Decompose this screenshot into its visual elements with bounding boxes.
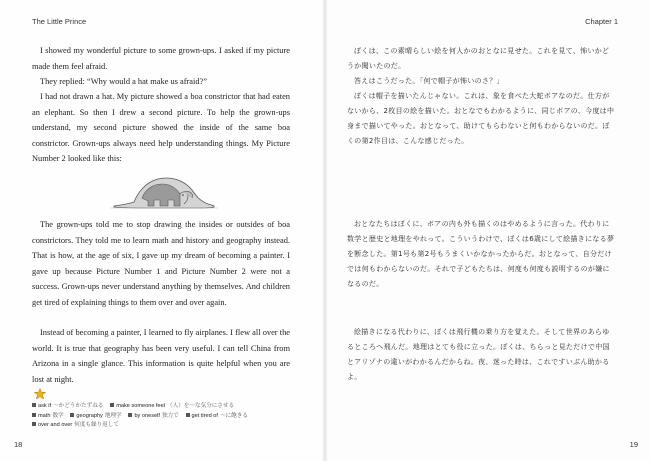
vocabulary-line	[32, 412, 302, 422]
vocab-term: get tired of	[191, 412, 218, 419]
vocab-gloss: 独力で	[161, 412, 179, 419]
page-number-left: 18	[14, 440, 23, 449]
paragraph-1: I showed my wonderful picture to some grown-ups. I asked if my picture made them feel afraid.	[32, 46, 290, 71]
vocabulary-list	[32, 402, 302, 431]
vocab-term: math	[38, 412, 51, 419]
vocab-term: geography	[76, 412, 103, 419]
page-number-right: 19	[629, 440, 638, 449]
vocabulary-item	[32, 422, 119, 428]
jp-paragraph-1: ぼくは、この素晴らしい絵を何人かのおとなに見せた。これを見て、怖いかどうか聞いたのだ。	[347, 47, 610, 70]
paragraph-3: I had not drawn a hat. My picture showed a boa constrictor that had eaten an elephant. So then I drew a second picture. To help the grown-ups understand, my second picture showed the inside of the same boa constrictor. Grown-ups always need help understanding things. My Picture Number 2 looked like this:	[32, 92, 290, 163]
vocab-term: by oneself	[134, 412, 160, 419]
vocabulary-item	[32, 403, 103, 409]
vocabulary-item	[128, 413, 178, 419]
vocab-term: over and over	[38, 422, 73, 428]
running-head-left: The Little Prince	[32, 17, 87, 26]
vocabulary-item	[186, 413, 248, 419]
vocabulary-line	[32, 421, 302, 431]
vocab-gloss: 〜に飽きる	[219, 412, 248, 419]
jp-paragraph-5: 絵描きになる代わりに、ぼくは飛行機の乗り方を覚えた。そして世界のあらゆるところへ飛んだ。地理はとても役に立った。ぼくは、ちらっと見ただけで中国とアリゾナの違いがわかるんだからね。夜、迷った時は、これですいぶん助かるよ。	[347, 328, 610, 381]
vocabulary-line	[32, 402, 302, 412]
vocab-gloss: 地理学	[104, 412, 122, 419]
vocab-gloss: （人）を〜な気分にさせる	[167, 403, 235, 409]
vocab-gloss: 何度も繰り返して	[74, 422, 119, 428]
vocab-term: ask if	[38, 403, 52, 409]
boa-elephant-illustration	[108, 168, 220, 216]
vocab-gloss: 〜かどうかたずねる	[53, 403, 104, 409]
vocab-term: make someone feel	[116, 403, 166, 409]
star-icon	[34, 388, 46, 400]
book-spine	[322, 0, 328, 461]
jp-paragraph-2: 答えはこうだった。「何で帽子が怖いのさ？」	[354, 77, 504, 85]
vocabulary-item	[32, 413, 64, 419]
running-head-right: Chapter 1	[585, 17, 618, 26]
jp-paragraph-3: ぼくは帽子を描いたんじゃない。これは、象を食べた大蛇ボアなのだ。仕方がないから、2枚目の絵を描いた。おとなでもわかるように、同じボアの、今度は中身まで描いてやった。おとなって、助けてもらわないと何もわからないのだ。ぼくの第2作目は、こんな感じだった。	[347, 92, 615, 145]
paragraph-5: Instead of becoming a painter, I learned to fly airplanes. I flew all over the world. It is true that geography has been very useful. I can tell China from Arizona in a single glance. This information is quite helpful when you are lost at night.	[32, 328, 290, 384]
paragraph-4: The grown-ups told me to stop drawing the insides or outsides of boa constrictors. They told me to learn math and history and geography instead. That is how, at the age of six, I gave up my dream of becoming a painter. I gave up because Picture Number 1 and Picture Number 2 were not a success. Grown-ups never understand anything by themselves. And children get tired of explaining things to them over and over again.	[32, 220, 290, 307]
right-page	[325, 0, 650, 461]
vocab-gloss: 数学	[52, 412, 64, 419]
vocabulary-item	[110, 403, 234, 409]
vocabulary-item	[70, 413, 121, 419]
jp-paragraph-4: おとなたちはぼくに、ボアの内も外も描くのはやめるように言った。代わりに数学と歴史と地理をやれって。こういうわけで、ぼくは6歳にして絵描きになる夢を断念した。第1号も第2号もうまくいかなかったからだ。おとなって、自分だけでは何もわからないのだ。それで子どもたちは、何度も何度も説明するのが嫌になるのだ。	[347, 220, 615, 288]
paragraph-2: They replied: “Why would a hat make us afraid?”	[40, 77, 207, 86]
